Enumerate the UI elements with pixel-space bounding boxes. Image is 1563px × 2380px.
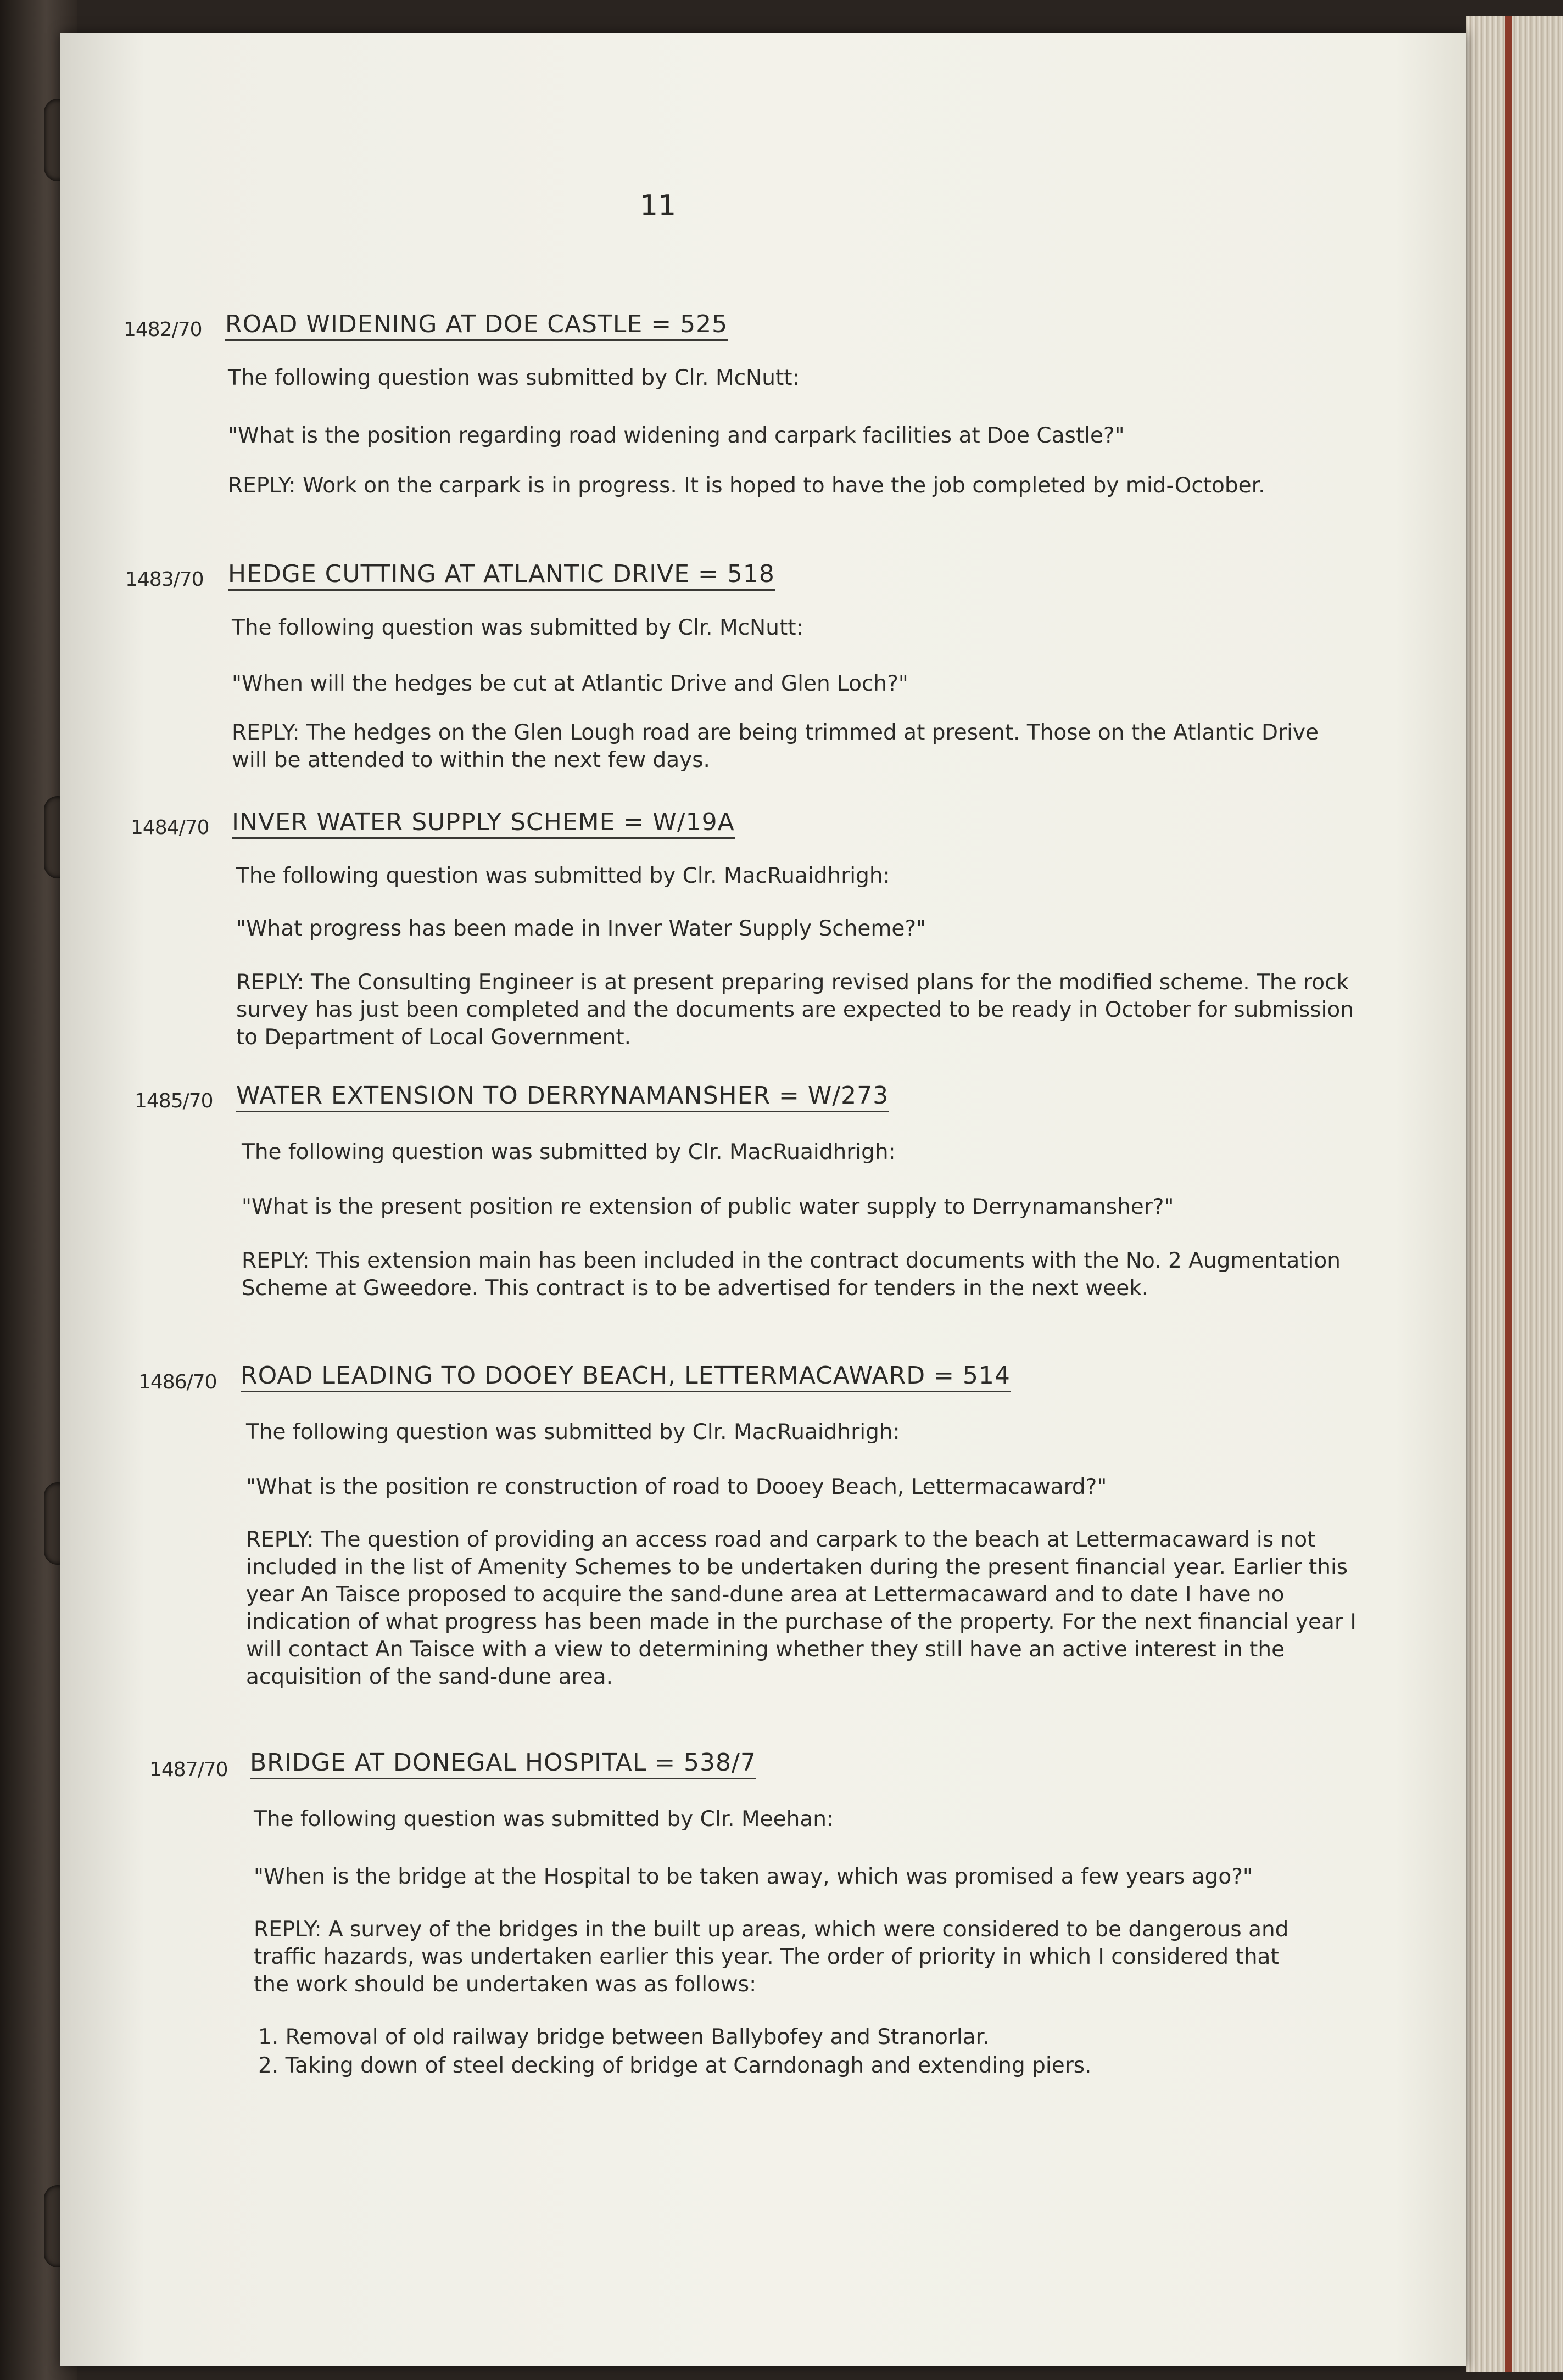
priority-list <box>258 2023 1091 2080</box>
item-reference: 1482/70 <box>124 318 202 341</box>
item-reply: REPLY: This extension main has been included in the contract documents with the No. 2 Augmentation Scheme at Gweedore. This contract is to be advertised for tenders in the next week. <box>242 1248 1341 1301</box>
item-reply: REPLY: The hedges on the Glen Lough road are being trimmed at present. Those on the Atlantic Drive will be attended to within the next few days. <box>232 720 1319 772</box>
item-intro: The following question was submitted by Clr. Meehan: <box>254 1807 834 1832</box>
item-intro: The following question was submitted by Clr. McNutt: <box>228 366 800 390</box>
item-question: "When is the bridge at the Hospital to be taken away, which was promised a few years ago?" <box>254 1864 1253 1889</box>
item-reply: REPLY: A survey of the bridges in the built up areas, which were considered to be dangerous and traffic hazards, was undertaken earlier this year. The order of priority in which I considered that the work should be undertaken was as follows: <box>254 1917 1289 1997</box>
item-heading: ROAD WIDENING AT DOE CASTLE = 525 <box>225 310 728 341</box>
list-item: 1. Removal of old railway bridge between Ballybofey and Stranorlar. <box>258 2025 990 2049</box>
item-heading: HEDGE CUTTING AT ATLANTIC DRIVE = 518 <box>228 560 775 591</box>
item-reply: REPLY: Work on the carpark is in progress. It is hoped to have the job completed by mid-October. <box>228 473 1265 498</box>
item-question: "What is the position regarding road widening and carpark facilities at Doe Castle?" <box>228 423 1125 448</box>
item-intro: The following question was submitted by Clr. MacRuaidhrigh: <box>236 864 890 888</box>
item-heading: WATER EXTENSION TO DERRYNAMANSHER = W/273 <box>236 1082 889 1112</box>
item-reply: REPLY: The question of providing an access road and carpark to the beach at Lettermacaward is not included in the list of Amenity Schemes to be undertaken during the present financial year. Earlier this year An Taisce proposed to acquire the sand-dune area at Lettermacaward and to date I have no indication of what progress has been made in the purchase of the property. For the next financial year I will contact An Taisce with a view to determining whether they still have an active interest in the acquisition of the sand-dune area. <box>246 1527 1357 1689</box>
page-edge-stripe <box>1505 16 1512 2372</box>
item-reference: 1484/70 <box>131 816 209 839</box>
item-heading: ROAD LEADING TO DOOEY BEACH, LETTERMACAWARD = 514 <box>241 1362 1011 1392</box>
item-intro: The following question was submitted by Clr. MacRuaidhrigh: <box>246 1420 900 1444</box>
item-reference: 1486/70 <box>138 1371 217 1393</box>
item-heading: BRIDGE AT DONEGAL HOSPITAL = 538/7 <box>250 1749 756 1779</box>
item-intro: The following question was submitted by Clr. McNutt: <box>232 615 803 640</box>
item-reference: 1485/70 <box>135 1090 213 1112</box>
page-edges <box>1466 16 1563 2372</box>
list-item: 2. Taking down of steel decking of bridge at Carndonagh and extending piers. <box>258 2053 1092 2078</box>
item-question: "What is the present position re extension of public water supply to Derrynamansher?" <box>242 1195 1174 1219</box>
page-number: 11 <box>640 189 677 222</box>
item-question: "When will the hedges be cut at Atlantic Drive and Glen Loch?" <box>232 671 908 696</box>
item-reply: REPLY: The Consulting Engineer is at present preparing revised plans for the modified scheme. The rock survey has just been completed and the documents are expected to be ready in October for submission to Department of Local Government. <box>236 970 1354 1050</box>
item-heading: INVER WATER SUPPLY SCHEME = W/19A <box>232 808 735 839</box>
item-intro: The following question was submitted by Clr. MacRuaidhrigh: <box>242 1140 896 1164</box>
item-question: "What is the position re construction of road to Dooey Beach, Lettermacaward?" <box>246 1475 1107 1499</box>
item-question: "What progress has been made in Inver Water Supply Scheme?" <box>236 916 926 941</box>
item-reference: 1487/70 <box>149 1759 228 1781</box>
item-reference: 1483/70 <box>125 568 204 591</box>
